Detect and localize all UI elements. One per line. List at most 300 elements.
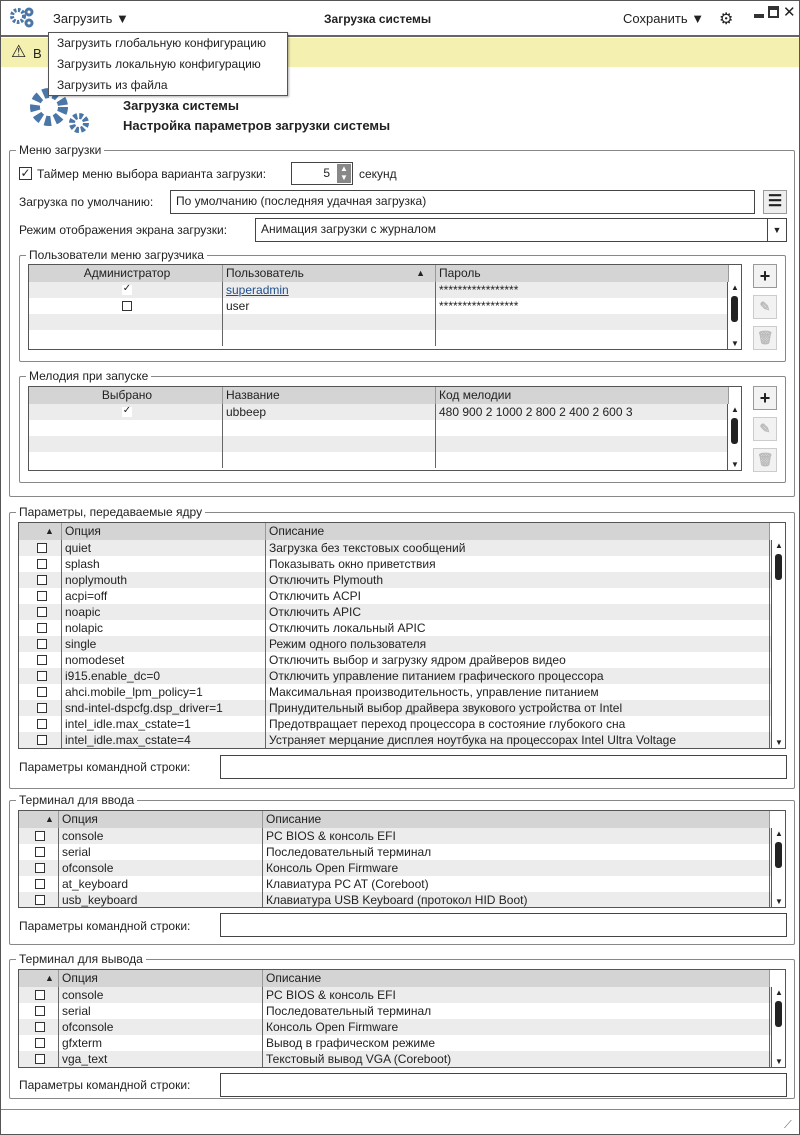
column-header[interactable] [29,265,223,282]
table-cell [266,684,770,700]
option-name: console [62,829,104,843]
scroll-up-icon[interactable]: ▲ [775,829,783,838]
checkbox[interactable] [35,990,45,1000]
option-name: vga_text [62,1052,108,1066]
option-name: noapic [65,605,101,619]
table-cell [29,436,223,452]
scroll-up-icon[interactable]: ▲ [775,988,783,997]
maximize-button[interactable] [768,6,779,18]
sort-asc-icon[interactable]: ▲ [416,268,425,278]
option-description: Загрузка без текстовых сообщений [269,541,466,555]
option-description: Последовательный терминал [266,1004,432,1018]
checkbox[interactable] [35,1054,45,1064]
option-description: Устраняет мерцание дисплея ноутбука на процессорах Intel Ultra Voltage [269,733,676,747]
option-name: single [65,637,97,651]
column-header[interactable] [436,265,729,282]
table-cell [62,588,266,604]
checkbox[interactable] [35,895,45,905]
checkbox[interactable] [37,607,47,617]
table-cell [263,1051,770,1067]
table-cell [263,844,770,860]
load-menu-button[interactable] [53,11,129,26]
option-name: console [62,988,104,1002]
table-cell [266,732,770,748]
table-cell [19,700,62,716]
vertical-scrollbar[interactable] [771,540,785,748]
checkbox[interactable] [35,879,45,889]
melody-name: ubbeep [226,405,267,419]
column-header-label: Выбрано [101,388,153,402]
table-cell [62,636,266,652]
warning-text: В [33,46,42,61]
table-cell [29,314,223,330]
checkbox[interactable] [35,1022,45,1032]
table-cell [62,540,266,556]
checkbox[interactable] [37,655,47,665]
column-header-label: Описание [266,812,322,826]
checkbox[interactable]: ✓ [122,404,132,416]
table-cell [59,892,263,908]
option-name: at_keyboard [62,877,129,891]
table-cell [436,452,729,468]
chevron-down-icon: ▼ [691,11,705,26]
option-name: serial [62,845,91,859]
user-name: user [226,299,250,313]
option-description: Максимальная производительность, управление питанием [269,685,599,699]
table-cell [19,604,62,620]
save-menu-button[interactable] [623,11,704,26]
table-row[interactable] [19,828,771,844]
column-header-label: Пароль [439,266,481,280]
table-cell [263,987,770,1003]
checkbox[interactable] [122,301,132,311]
table-cell [29,330,223,346]
load-dropdown-menu [48,32,288,96]
melody-code: 480 900 2 1000 2 800 2 400 2 600 3 [439,405,633,419]
table-cell [223,436,436,452]
table-row[interactable] [19,556,771,572]
header-title: Загрузка системы [123,98,240,113]
option-description: PC BIOS & консоль EFI [266,829,396,843]
scroll-thumb[interactable] [731,296,738,322]
column-header[interactable] [29,387,223,404]
table-cell [19,716,62,732]
table-row[interactable] [19,844,771,860]
column-header-label: Опция [62,971,98,985]
output-terminal-cmdline-label: Параметры командной строки: [19,1078,191,1092]
table-cell [19,620,62,636]
option-name: gfxterm [62,1036,103,1050]
password-mask: ***************** [439,299,519,313]
table-cell [19,1003,59,1019]
table-cell [223,298,436,314]
table-cell [19,636,62,652]
table-row[interactable] [29,330,727,346]
scroll-down-icon[interactable]: ▼ [775,1057,783,1066]
table-cell [436,298,729,314]
column-header-label: Пользователь [226,266,304,280]
checkbox[interactable] [37,559,47,569]
scroll-thumb[interactable] [775,554,782,580]
checkbox[interactable] [35,831,45,841]
menu-list-icon[interactable]: ☰ [763,190,787,214]
table-cell [29,404,223,420]
table-cell [19,987,59,1003]
table-cell [29,282,223,298]
table-row[interactable] [29,452,727,468]
warning-icon: ⚠ [11,42,27,61]
table-cell [59,1035,263,1051]
table-cell [19,860,59,876]
table-row[interactable] [19,636,771,652]
kernel-params-table [18,522,786,749]
table-cell [59,1003,263,1019]
column-header[interactable] [19,523,62,540]
table-cell [263,828,770,844]
column-header[interactable] [19,970,59,987]
table-row[interactable] [29,314,727,330]
checkbox[interactable] [37,623,47,633]
table-row[interactable] [19,1051,771,1067]
table-cell [59,1019,263,1035]
table-cell [266,604,770,620]
option-name: intel_idle.max_cstate=1 [65,717,191,731]
option-description: PC BIOS & консоль EFI [266,988,396,1002]
table-row[interactable] [29,282,727,298]
table-cell [19,732,62,748]
table-cell [223,404,436,420]
column-header[interactable] [263,970,770,987]
scroll-thumb[interactable] [775,1001,782,1027]
checkbox[interactable] [37,639,47,649]
option-name: splash [65,557,100,571]
table-cell [62,716,266,732]
table-row[interactable] [19,652,771,668]
table-cell [29,452,223,468]
table-cell [266,588,770,604]
checkbox[interactable] [37,575,47,585]
option-name: ahci.mobile_lpm_policy=1 [65,685,203,699]
table-cell [19,556,62,572]
table-cell [19,1019,59,1035]
table-cell [59,844,263,860]
table-cell [223,420,436,436]
option-name: i915.enable_dc=0 [65,669,161,683]
input-terminal-table [18,810,786,908]
scroll-down-icon[interactable]: ▼ [731,339,739,348]
checkbox[interactable] [35,847,45,857]
checkbox[interactable] [37,591,47,601]
display-mode-value: Анимация загрузки с журналом [261,222,436,236]
option-name: ofconsole [62,1020,114,1034]
user-name[interactable]: superadmin [226,283,289,297]
output-terminal-legend: Терминал для вывода [19,952,143,966]
checkbox[interactable]: ✓ [122,282,132,294]
column-header[interactable] [266,523,770,540]
table-cell [266,540,770,556]
timer-checkbox[interactable]: ✓ [20,166,31,180]
table-cell [436,314,729,330]
option-description: Отключить APIC [269,605,361,619]
table-cell [223,330,436,346]
table-cell [62,732,266,748]
column-header[interactable] [263,811,770,828]
table-cell [223,314,436,330]
vertical-scrollbar[interactable] [771,828,785,907]
scroll-up-icon[interactable]: ▲ [775,541,783,550]
option-description: Показывать окно приветствия [269,557,436,571]
column-header-label: Название [226,388,280,402]
table-row[interactable] [19,668,771,684]
table-row[interactable] [19,876,771,892]
table-cell [263,860,770,876]
table-row[interactable] [19,1035,771,1051]
table-cell [19,684,62,700]
option-description: Текстовый вывод VGA (Coreboot) [266,1052,452,1066]
table-row[interactable] [19,684,771,700]
table-cell [263,892,770,908]
sort-asc-icon[interactable]: ▲ [45,814,54,824]
display-mode-label: Режим отображения экрана загрузки: [19,223,228,237]
input-terminal-cmdline-label: Параметры командной строки: [19,919,191,933]
table-cell [19,892,59,908]
table-cell [62,572,266,588]
table-row[interactable] [19,540,771,556]
boot-users-legend: Пользователи меню загрузчика [29,248,204,262]
table-cell [436,282,729,298]
option-name: acpi=off [65,589,108,603]
edit-melody-button[interactable]: ✎ [753,417,777,441]
edit-user-button[interactable]: ✎ [753,295,777,319]
table-cell [62,620,266,636]
table-row[interactable] [19,588,771,604]
close-button[interactable]: ✕ [783,4,796,21]
scroll-down-icon[interactable]: ▼ [775,897,783,906]
column-header-label: Описание [266,971,322,985]
option-name: serial [62,1004,91,1018]
table-row[interactable] [19,1019,771,1035]
option-description: Последовательный терминал [266,845,432,859]
vertical-scrollbar[interactable] [727,404,741,470]
column-header[interactable] [436,387,729,404]
column-header-label: Опция [62,812,98,826]
melody-table [28,386,742,471]
vertical-scrollbar[interactable] [727,282,741,349]
window-title: Загрузка системы [324,12,432,26]
column-header-label: Описание [269,524,325,538]
table-cell [59,828,263,844]
display-mode-select[interactable] [255,218,787,242]
scroll-down-icon[interactable]: ▼ [731,460,739,469]
delete-user-button[interactable]: 🗑 [753,326,777,350]
table-cell [266,636,770,652]
chevron-down-icon: ▼ [115,11,129,26]
output-terminal-cmdline-input[interactable] [220,1073,787,1097]
table-cell [19,540,62,556]
table-row[interactable] [19,892,771,908]
table-cell [266,700,770,716]
kernel-params-legend: Параметры, передаваемые ядру [19,505,203,519]
table-cell [223,282,436,298]
vertical-scrollbar[interactable] [771,987,785,1067]
table-row[interactable] [19,572,771,588]
table-cell [266,652,770,668]
table-cell [266,716,770,732]
default-boot-field[interactable] [170,190,755,214]
checkbox[interactable] [37,719,47,729]
option-description: Режим одного пользователя [269,637,427,651]
table-row[interactable] [19,700,771,716]
table-cell [59,987,263,1003]
option-name: noplymouth [65,573,128,587]
option-description: Клавиатура USB Keyboard (протокол HID Boot) [266,893,528,907]
table-cell [19,588,62,604]
table-cell [223,452,436,468]
table-row[interactable] [29,298,727,314]
checkbox[interactable] [37,543,47,553]
save-label: Сохранить [623,11,688,26]
table-row[interactable] [19,1003,771,1019]
timer-value: 5 [323,166,330,180]
default-boot-value: По умолчанию (последняя удачная загрузка) [176,194,427,208]
table-cell [266,668,770,684]
table-cell [436,436,729,452]
header-subtitle: Настройка параметров загрузки системы [123,118,391,133]
table-cell [29,420,223,436]
option-description: Консоль Open Firmware [266,861,399,875]
table-row[interactable] [19,987,771,1003]
checkbox[interactable] [37,671,47,681]
option-description: Предотвращает переход процессора в состояние глубокого сна [269,717,626,731]
table-cell [263,1003,770,1019]
table-row[interactable] [19,860,771,876]
option-description: Клавиатура PC AT (Coreboot) [266,877,429,891]
column-header[interactable] [62,523,266,540]
option-name: snd-intel-dspcfg.dsp_driver=1 [65,701,223,715]
column-header[interactable] [223,387,436,404]
output-terminal-table [18,969,786,1068]
option-description: Консоль Open Firmware [266,1020,399,1034]
checkbox[interactable] [35,863,45,873]
sort-asc-icon[interactable]: ▲ [45,526,54,536]
table-cell [59,1051,263,1067]
option-description: Отключить Plymouth [269,573,384,587]
password-mask: ***************** [439,283,519,297]
table-row[interactable] [29,404,727,420]
checkbox[interactable] [37,703,47,713]
column-header[interactable] [19,811,59,828]
column-header-label: Администратор [83,266,171,280]
table-cell [263,876,770,892]
table-cell [62,700,266,716]
checkbox[interactable] [35,1006,45,1016]
input-terminal-legend: Терминал для ввода [19,793,135,807]
input-terminal-cmdline-input[interactable] [220,913,787,937]
column-header-label: Код мелодии [439,388,512,402]
scroll-up-icon[interactable]: ▲ [731,283,739,292]
menu-item-load-local[interactable]: Загрузить локальную конфигурацию [57,57,261,71]
startup-melody-legend: Мелодия при запуске [29,369,149,383]
table-row[interactable] [19,604,771,620]
table-row[interactable] [29,420,727,436]
load-label: Загрузить [53,11,113,26]
table-cell [62,604,266,620]
table-row[interactable] [19,716,771,732]
scroll-thumb[interactable] [731,418,738,444]
table-row[interactable] [19,620,771,636]
option-name: quiet [65,541,92,555]
sort-asc-icon[interactable]: ▲ [45,973,54,983]
table-cell [266,620,770,636]
table-cell [263,1019,770,1035]
table-cell [19,844,59,860]
minimize-button[interactable] [754,14,764,18]
add-melody-button[interactable]: + [753,386,777,410]
option-description: Принудительный выбор драйвера звукового устройства от Intel [269,701,623,715]
column-header[interactable] [223,265,436,282]
column-header[interactable] [59,811,263,828]
table-row[interactable] [29,436,727,452]
table-cell [59,860,263,876]
resize-grip-icon[interactable]: ⟋ [784,1119,792,1131]
app-gears-icon [10,7,36,29]
table-cell [263,1035,770,1051]
checkbox[interactable] [37,735,47,745]
table-cell [62,668,266,684]
table-cell [266,556,770,572]
timer-unit: секунд [359,167,397,181]
option-name: intel_idle.max_cstate=4 [65,733,191,747]
option-description: Отключить выбор и загрузку ядром драйверов видео [269,653,566,667]
kernel-cmdline-label: Параметры командной строки: [19,760,191,774]
option-description: Отключить ACPI [269,589,361,603]
table-cell [19,668,62,684]
scroll-thumb[interactable] [775,842,782,868]
scroll-up-icon[interactable]: ▲ [731,405,739,414]
column-header[interactable] [59,970,263,987]
chevron-down-icon[interactable]: ▼ [767,219,786,241]
table-cell [436,330,729,346]
table-cell [436,404,729,420]
option-description: Отключить локальный APIC [269,621,426,635]
option-name: usb_keyboard [62,893,138,907]
table-cell [19,1051,59,1067]
table-cell [62,684,266,700]
option-name: nolapic [65,621,104,635]
option-description: Вывод в графическом режиме [266,1036,436,1050]
table-cell [436,420,729,436]
delete-melody-button[interactable]: 🗑 [753,448,777,472]
checkbox[interactable] [37,687,47,697]
checkbox[interactable] [35,1038,45,1048]
table-cell [19,572,62,588]
add-user-button[interactable]: + [753,264,777,288]
menu-item-load-file[interactable]: Загрузить из файла [57,78,168,92]
timer-label: Таймер меню выбора варианта загрузки: [37,167,267,181]
table-cell [62,652,266,668]
option-description: Отключить управление питанием графического процессора [269,669,604,683]
menu-item-load-global[interactable]: Загрузить глобальную конфигурацию [57,36,266,50]
table-cell [59,876,263,892]
table-row[interactable] [19,732,771,748]
table-cell [19,652,62,668]
scroll-down-icon[interactable]: ▼ [775,738,783,747]
kernel-cmdline-input[interactable] [220,755,787,779]
settings-gear-icon[interactable]: ⚙ [719,11,734,28]
column-header-label: Опция [65,524,101,538]
spin-arrows-icon[interactable]: ▲ ▼ [337,164,351,183]
status-bar-divider [1,1109,799,1110]
